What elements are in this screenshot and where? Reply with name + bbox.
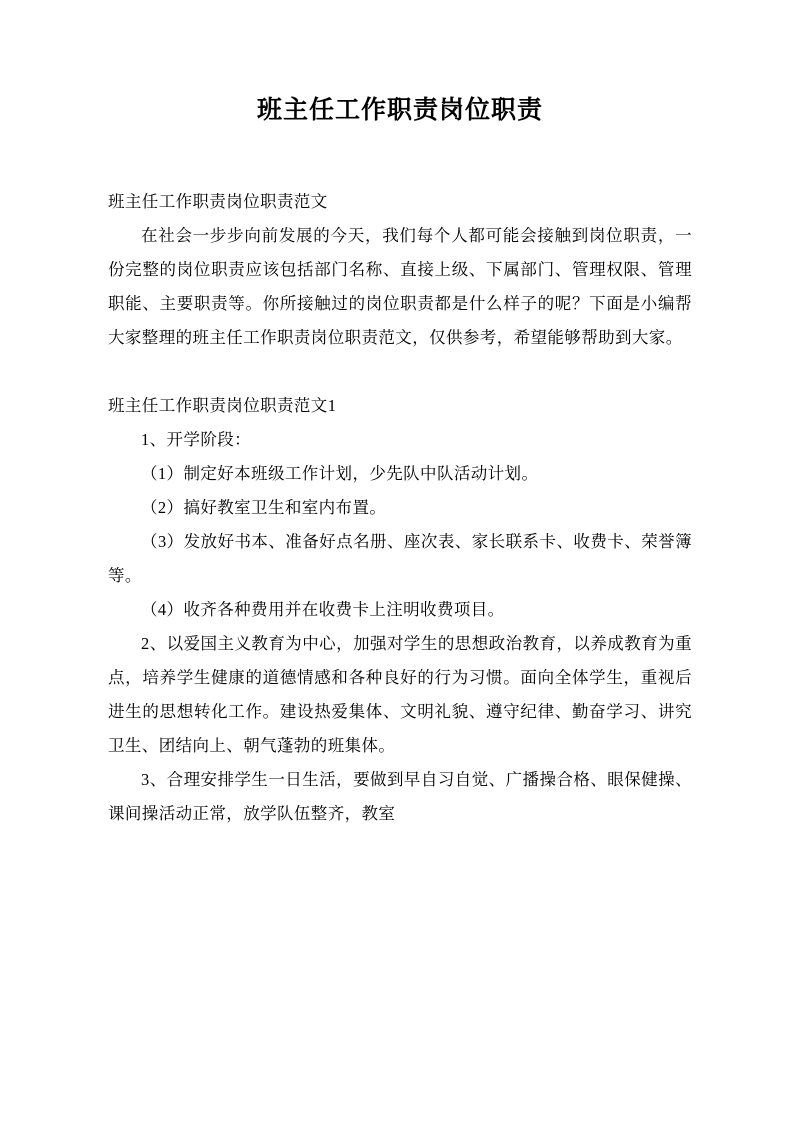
document-body xyxy=(108,185,692,831)
paragraph: 3、合理安排学生一日生活，要做到早自习自觉、广播操合格、眼保健操、课间操活动正常，放学队伍整齐，教室 xyxy=(108,769,692,823)
paragraph-spacer xyxy=(108,355,692,389)
paragraph: （2）搞好教室卫生和室内布置。 xyxy=(141,497,387,517)
paragraph: （4）收齐各种费用并在收费卡上注明收费项目。 xyxy=(141,599,505,619)
paragraph: 在社会一步步向前发展的今天，我们每个人都可能会接触到岗位职责，一份完整的岗位职责应该包括部门名称、直接上级、下属部门、管理权限、管理职能、主要职责等。你所接触过的岗位职责都是什么样子的呢？下面是小编帮大家整理的班主任工作职责岗位职责范文，仅供参考，希望能够帮助到大家。 xyxy=(108,225,692,347)
paragraph: 班主任工作职责岗位职责范文1 xyxy=(108,395,337,415)
paragraph: 1、开学阶段： xyxy=(141,429,252,449)
page-title: 班主任工作职责岗位职责 xyxy=(256,95,543,124)
paragraph: 班主任工作职责岗位职责范文 xyxy=(108,192,328,211)
paragraph: （3）发放好书本、准备好点名册、座次表、家长联系卡、收费卡、荣誉簿等。 xyxy=(108,531,692,585)
paragraph: （1）制定好本班级工作计划，少先队中队活动计划。 xyxy=(141,463,539,483)
paragraph: 2、以爱国主义教育为中心，加强对学生的思想政治教育，以养成教育为重点，培养学生健康的道德情感和各种良好的行为习惯。面向全体学生，重视后进生的思想转化工作。建设热爱集体、文明礼貌、遵守纪律、勤奋学习、讲究卫生、团结向上、朝气蓬勃的班集体。 xyxy=(108,633,692,755)
